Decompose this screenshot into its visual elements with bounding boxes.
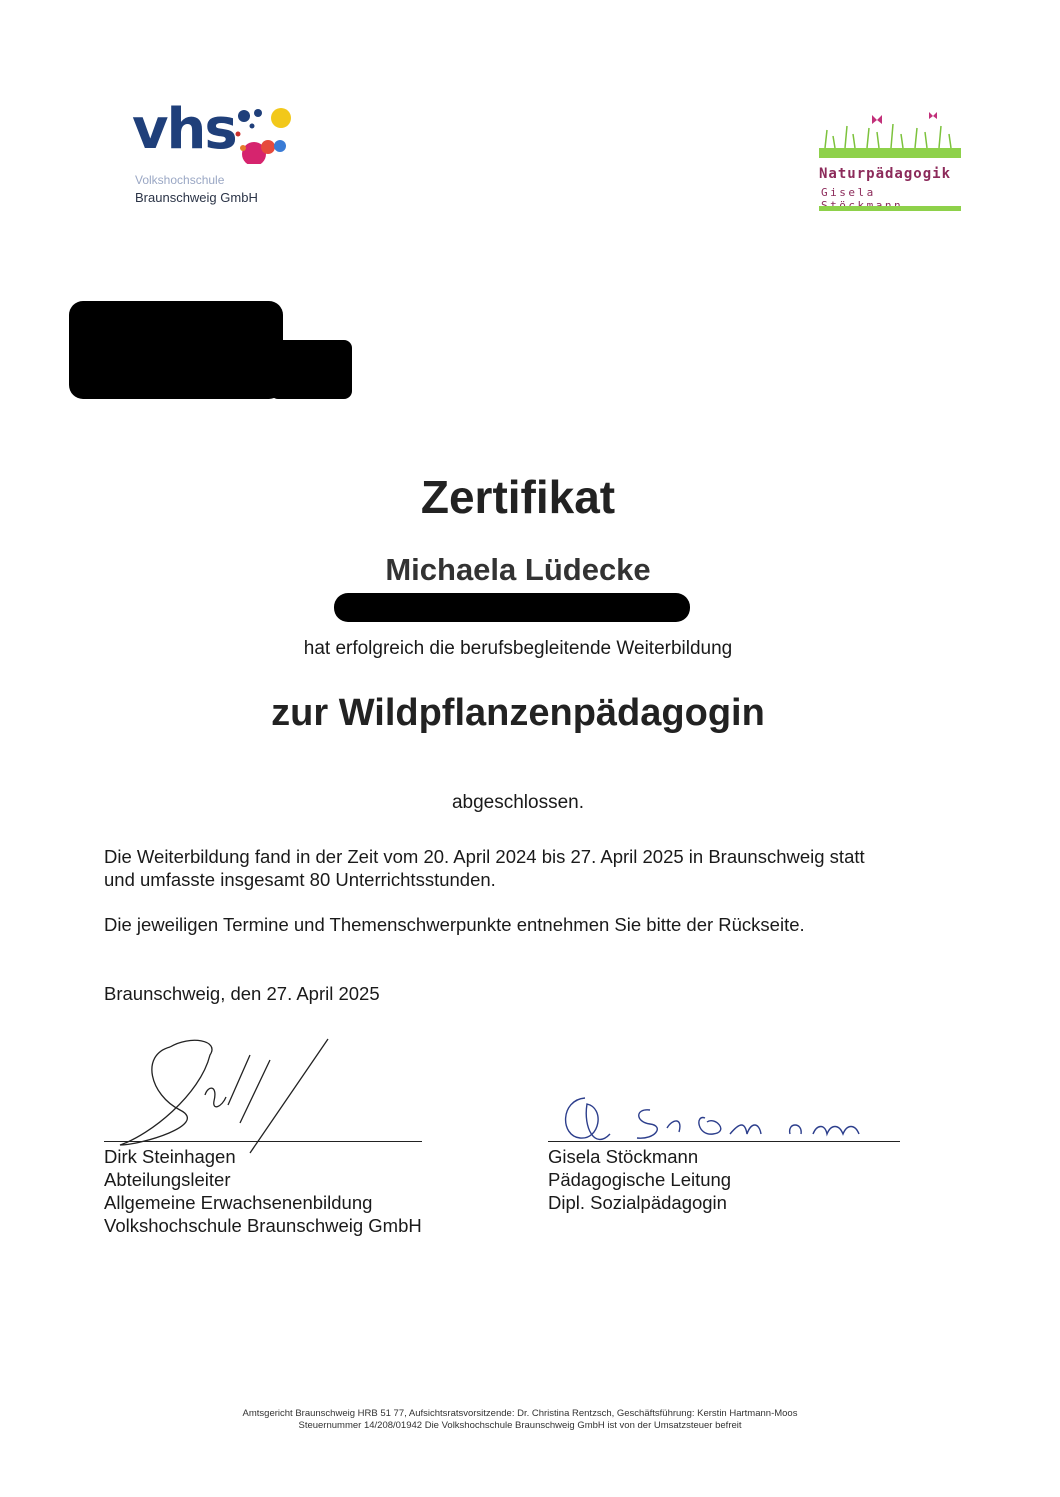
vhs-logo-line2: Braunschweig GmbH (135, 190, 258, 205)
signatory-name: Dirk Steinhagen (104, 1146, 236, 1167)
redaction-block (69, 301, 283, 399)
signatory-block (104, 1145, 422, 1237)
redaction-block (270, 340, 352, 399)
signatory-qualification: Dipl. Sozialpädagogin (548, 1192, 727, 1213)
signatory-name: Gisela Stöckmann (548, 1146, 699, 1167)
course-details-paragraph (104, 845, 944, 891)
signatory-organization: Volkshochschule Braunschweig GmbH (104, 1215, 422, 1236)
schedule-note: Die jeweiligen Termine und Themenschwerpunkte entnehmen Sie bitte der Rückseite. (104, 914, 805, 935)
signatory-role: Abteilungsleiter (104, 1169, 231, 1190)
vhs-logo-line1: Volkshochschule (135, 173, 225, 187)
naturpaedagogik-title: Naturpädagogik (819, 166, 952, 182)
logo-underline (819, 206, 961, 211)
meadow-butterfly-icon (817, 108, 963, 162)
completed-text: abgeschlossen. (451, 792, 585, 813)
vhs-wordmark: vhs (132, 97, 236, 162)
qualification-title: zur Wildpflanzenpädagogin (271, 692, 765, 734)
vhs-logo (130, 97, 310, 210)
recipient-name: Michaela Lüdecke (385, 552, 651, 587)
signatory-department: Allgemeine Erwachsenenbildung (104, 1192, 373, 1213)
signatory-role: Pädagogische Leitung (548, 1169, 732, 1190)
redaction-bar (334, 593, 690, 622)
course-details-line: Die Weiterbildung fand in der Zeit vom 20. April 2024 bis 27. April 2025 in Braunschweig statt (104, 846, 865, 867)
signatory-block (548, 1145, 731, 1214)
certificate-title: Zertifikat (420, 471, 616, 523)
completion-statement: hat erfolgreich die berufsbegleitende Weiterbildung (303, 638, 733, 659)
signature-line (548, 1141, 900, 1142)
legal-footer (0, 1408, 1040, 1432)
naturpaedagogik-subtitle: Gisela (821, 186, 876, 199)
signature-line (104, 1141, 422, 1142)
place-and-date: Braunschweig, den 27. April 2025 (104, 983, 380, 1004)
footer-line: Steuernummer 14/208/01942 Die Volkshochschule Braunschweig GmbH ist von der Umsatzsteuer befreit (298, 1420, 742, 1431)
vhs-dots-icon (230, 104, 300, 164)
naturpaedagogik-logo (815, 108, 965, 216)
footer-line: Amtsgericht Braunschweig HRB 51 77, Aufsichtsratsvorsitzende: Dr. Christina Rentzsch, Geschäftsführung: Kerstin Hartmann-Moos (242, 1408, 798, 1419)
course-details-line: und umfasste insgesamt 80 Unterrichtsstunden. (104, 869, 496, 890)
